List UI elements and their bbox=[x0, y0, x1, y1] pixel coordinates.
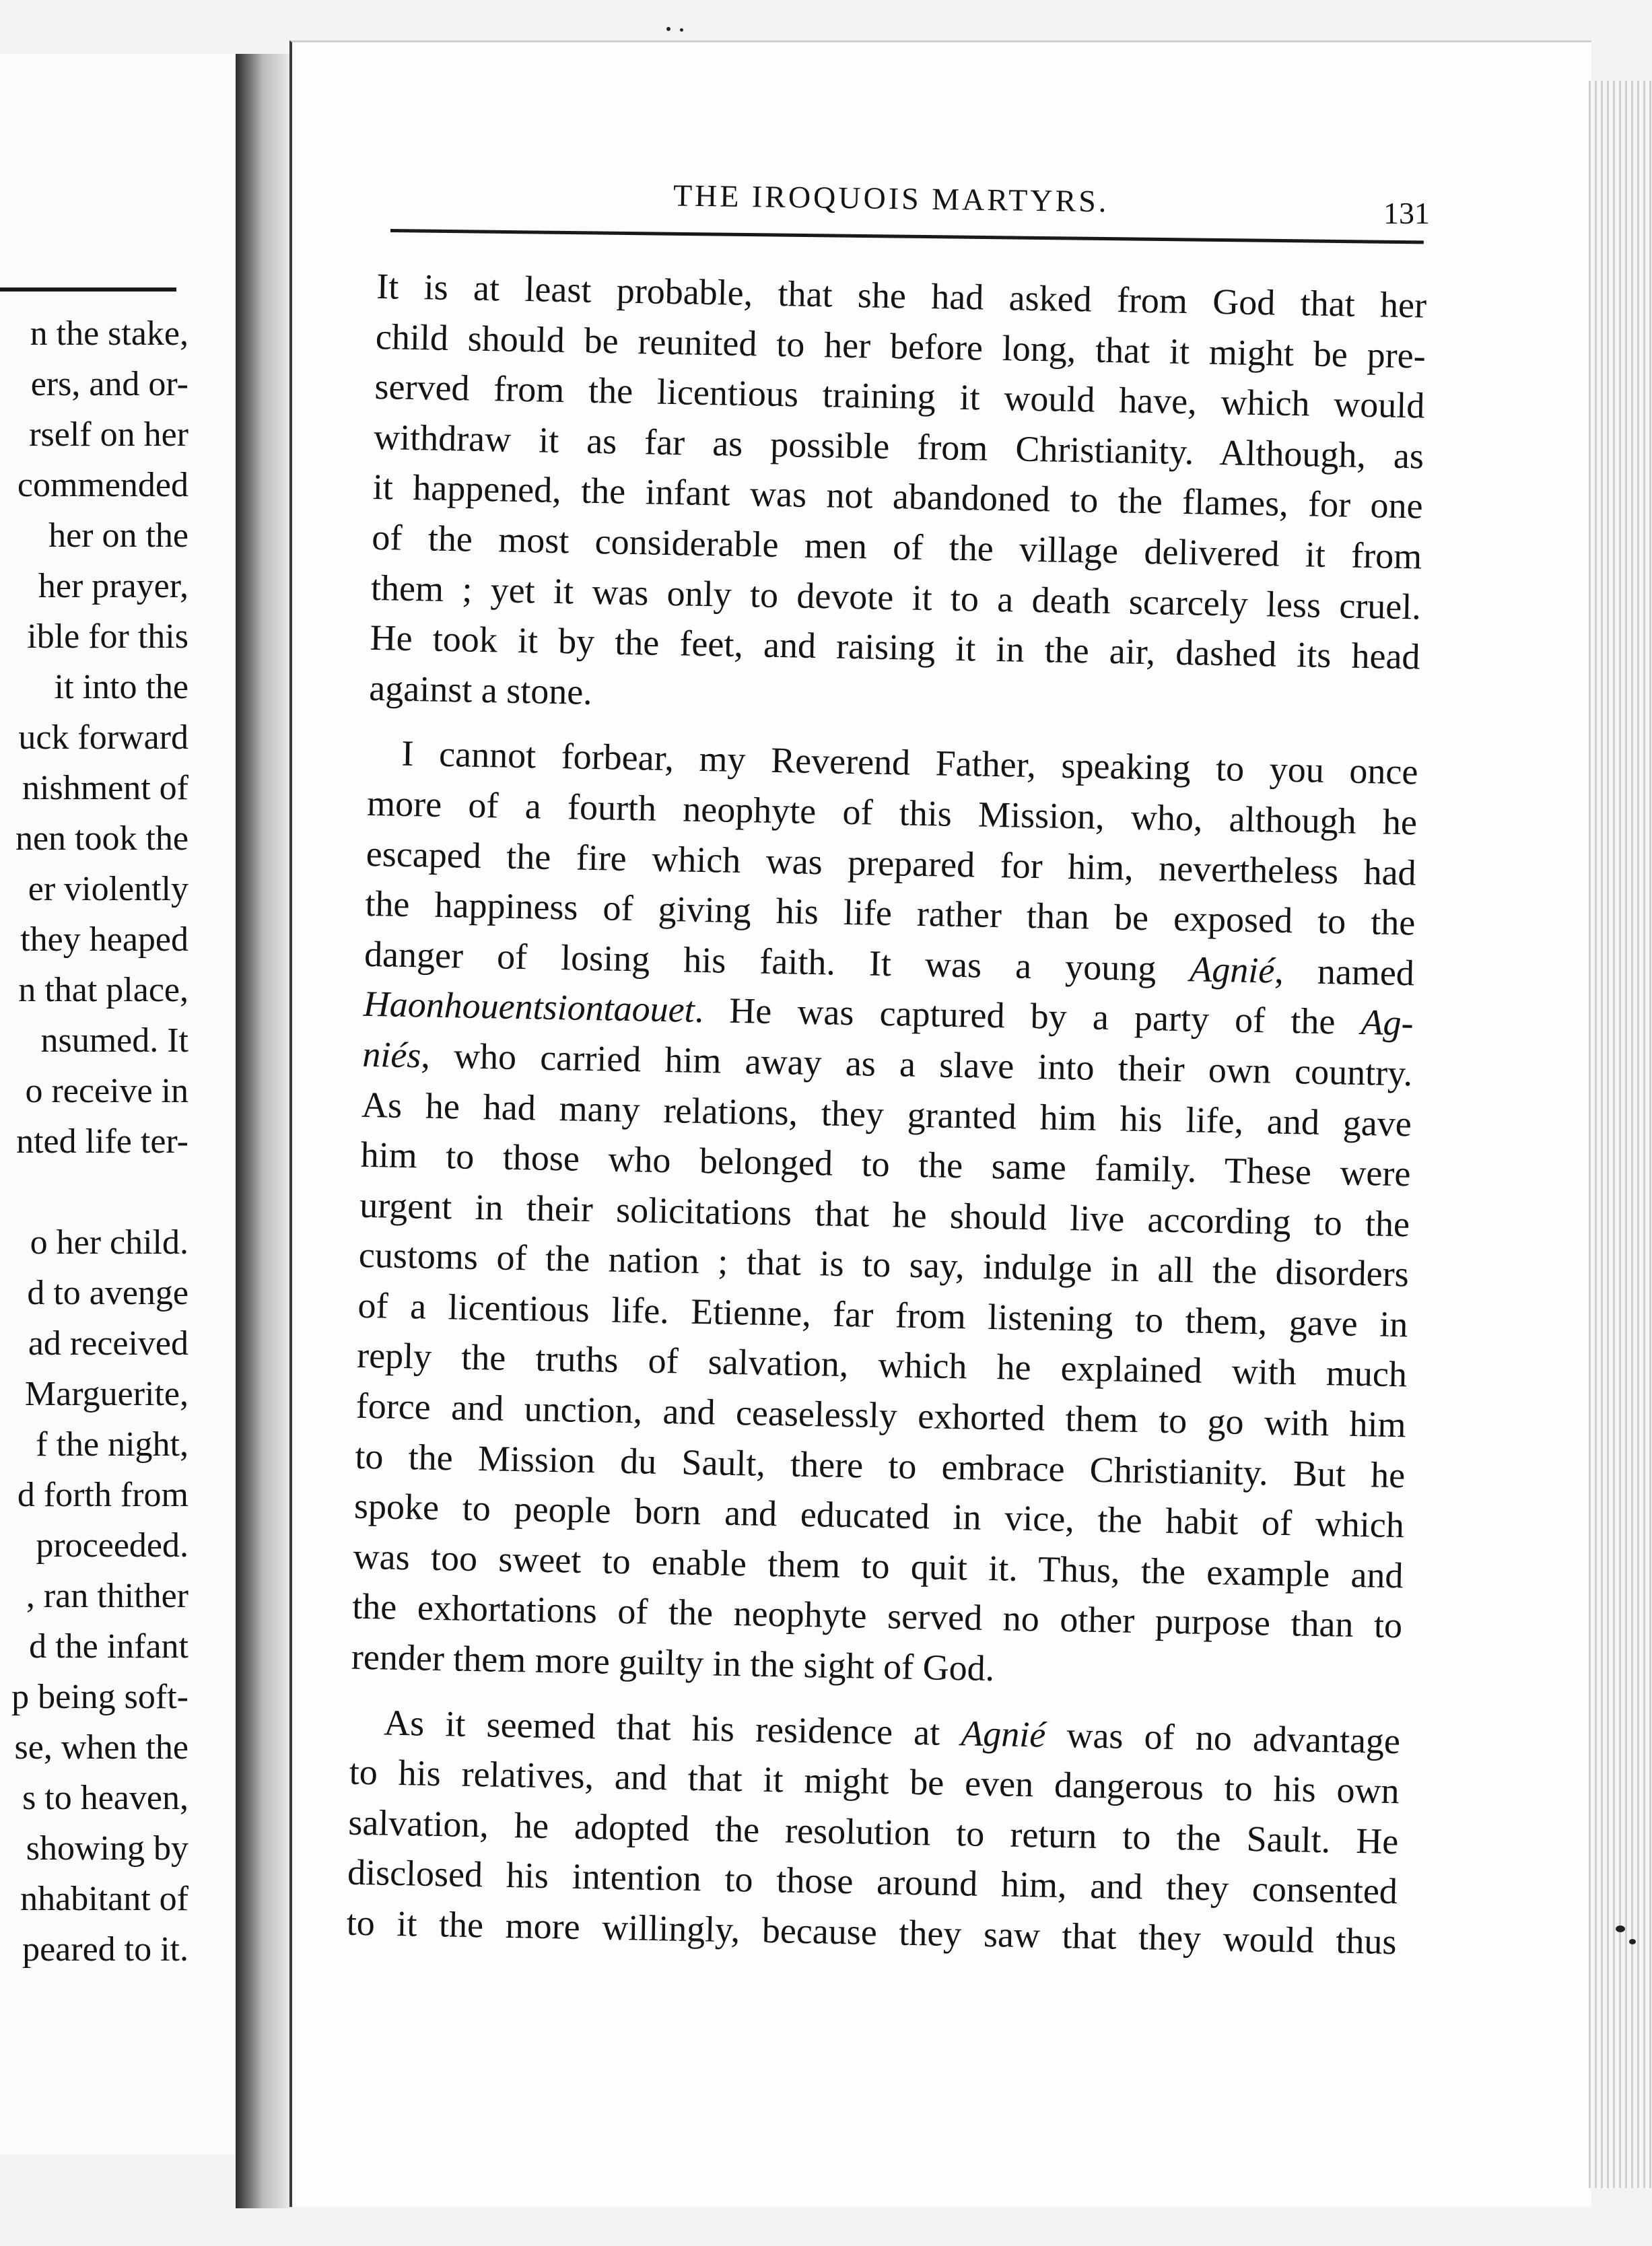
text-line: spoke to people born and educated in vice, the habit of which bbox=[353, 1485, 1405, 1546]
left-page-line: ers, and or- bbox=[30, 365, 188, 403]
left-page-text bbox=[0, 308, 188, 1975]
left-page-line: proceeded. bbox=[36, 1526, 188, 1565]
left-page-line: er violently bbox=[28, 870, 188, 908]
text-line: him to those who belonged to the same family. These were bbox=[360, 1134, 1411, 1194]
book-gutter bbox=[236, 54, 289, 2208]
text-line: disclosed his intention to those around him, and they consented bbox=[347, 1852, 1398, 1912]
left-page-line: f the night, bbox=[36, 1425, 188, 1464]
text-line: urgent in their solicitations that he should live according to the bbox=[359, 1184, 1410, 1245]
text-line: the exhortations of the neophyte served no other purpose than to bbox=[351, 1586, 1403, 1646]
left-page-line: Marguerite, bbox=[24, 1375, 188, 1413]
text-line: I cannot forbear, my Reverend Father, speaking to you once bbox=[401, 733, 1418, 792]
left-facing-page bbox=[0, 54, 240, 2154]
page-edges bbox=[1589, 81, 1652, 2188]
left-page-line: , ran thither bbox=[26, 1577, 188, 1615]
text-line: the happiness of giving his life rather than be exposed to the bbox=[364, 883, 1416, 943]
paragraph bbox=[346, 1697, 1401, 1967]
text-line: more of a fourth neophyte of this Mission, who, although he bbox=[366, 782, 1418, 843]
left-page-line: ible for this bbox=[27, 617, 188, 656]
text-line: them ; yet it was only to devote it to a death scarcely less cruel. bbox=[370, 567, 1422, 627]
text-line: escaped the fire which was prepared for him, nevertheless had bbox=[366, 833, 1417, 893]
text-line: As it seemed that his residence at Agnié was of no advantage bbox=[383, 1702, 1401, 1761]
scan-speck bbox=[1629, 1939, 1636, 1944]
left-page-line: p being soft- bbox=[11, 1678, 188, 1716]
running-head: THE IROQUOIS MARTYRS. bbox=[673, 178, 1109, 219]
paragraph bbox=[369, 261, 1427, 733]
left-page-line: uck forward bbox=[18, 718, 188, 757]
left-page-line: it into the bbox=[54, 668, 188, 706]
left-page-line: commended bbox=[17, 466, 188, 504]
left-page-line bbox=[0, 1167, 188, 1217]
text-line: salvation, he adopted the resolution to return to the Sault. He bbox=[347, 1802, 1399, 1862]
text-line: He took it by the feet, and raising it in the air, dashed its head bbox=[370, 617, 1421, 677]
left-page-line: d the infant bbox=[29, 1627, 188, 1666]
text-line: against a stone. bbox=[368, 667, 593, 712]
left-page-line: n the stake, bbox=[30, 314, 188, 353]
text-line: of the most considerable men of the village delivered it from bbox=[371, 516, 1422, 577]
scan-speck bbox=[680, 28, 683, 32]
left-page-line: they heaped bbox=[20, 920, 188, 959]
text-line: child should be reunited to her before long, that it might be pre- bbox=[375, 316, 1426, 376]
text-line: force and unction, and ceaselessly exhorted them to go with him bbox=[355, 1385, 1407, 1445]
left-page-header-rule bbox=[0, 287, 176, 292]
left-page-line: nted life ter- bbox=[16, 1122, 188, 1161]
text-line: to it the more willingly, because they saw that they would thus bbox=[346, 1902, 1398, 1963]
left-page-line: ad received bbox=[28, 1324, 188, 1363]
left-page-line: showing by bbox=[26, 1829, 188, 1868]
left-page-line: o her child. bbox=[30, 1223, 188, 1262]
text-line: to his relatives, and that it might be even dangerous to his own bbox=[349, 1751, 1400, 1812]
left-page-line: o receive in bbox=[25, 1072, 188, 1110]
text-line: of a licentious life. Etienne, far from listening to them, gave in bbox=[357, 1285, 1408, 1345]
left-page-line: her prayer, bbox=[38, 567, 188, 605]
left-page-line: nishment of bbox=[22, 769, 188, 807]
text-line: to the Mission du Sault, there to embrace Christianity. But he bbox=[354, 1435, 1406, 1495]
left-page-line: peared to it. bbox=[22, 1930, 188, 1969]
left-page-line: n that place, bbox=[18, 971, 188, 1009]
text-line: Haonhouentsiontaouet. He was captured by a party of the Ag- bbox=[363, 984, 1414, 1044]
left-page-line: nhabitant of bbox=[20, 1880, 188, 1918]
left-page-line: nen took the bbox=[15, 819, 188, 858]
text-line: niés, who carried him away as a slave into their own country. bbox=[362, 1033, 1413, 1094]
text-line: reply the truths of salvation, which he explained with much bbox=[356, 1335, 1408, 1395]
text-line: As he had many relations, they granted him his life, and gave bbox=[361, 1084, 1412, 1144]
text-line: it happened, the infant was not abandoned to the flames, for one bbox=[372, 467, 1424, 526]
left-page-line: nsumed. It bbox=[40, 1021, 188, 1060]
page-body-text bbox=[346, 261, 1427, 1967]
left-page-line: d forth from bbox=[17, 1476, 188, 1514]
text-line: customs of the nation ; that is to say, indulge in all the disorders bbox=[358, 1235, 1410, 1295]
text-line: withdraw it as far as possible from Christianity. Although, as bbox=[373, 416, 1424, 477]
left-page-line: her on the bbox=[48, 516, 188, 555]
paragraph bbox=[351, 728, 1418, 1701]
text-line: danger of losing his faith. It was a young Agnié, named bbox=[364, 933, 1415, 994]
left-page-line: s to heaven, bbox=[22, 1779, 188, 1817]
scan-speck bbox=[666, 27, 670, 31]
text-line: served from the licentious training it would have, which would bbox=[374, 366, 1425, 426]
left-page-line: d to avenge bbox=[27, 1274, 188, 1312]
page-number: 131 bbox=[1383, 196, 1430, 230]
text-line: It is at least probable, that she had asked from God that her bbox=[376, 265, 1427, 326]
text-line: was too sweet to enable them to quit it. Thus, the example and bbox=[353, 1536, 1404, 1596]
left-page-line: se, when the bbox=[14, 1728, 188, 1767]
scan-speck bbox=[1616, 1926, 1625, 1932]
text-line: render them more guilty in the sight of God. bbox=[351, 1636, 995, 1689]
left-page-line: rself on her bbox=[29, 415, 188, 454]
